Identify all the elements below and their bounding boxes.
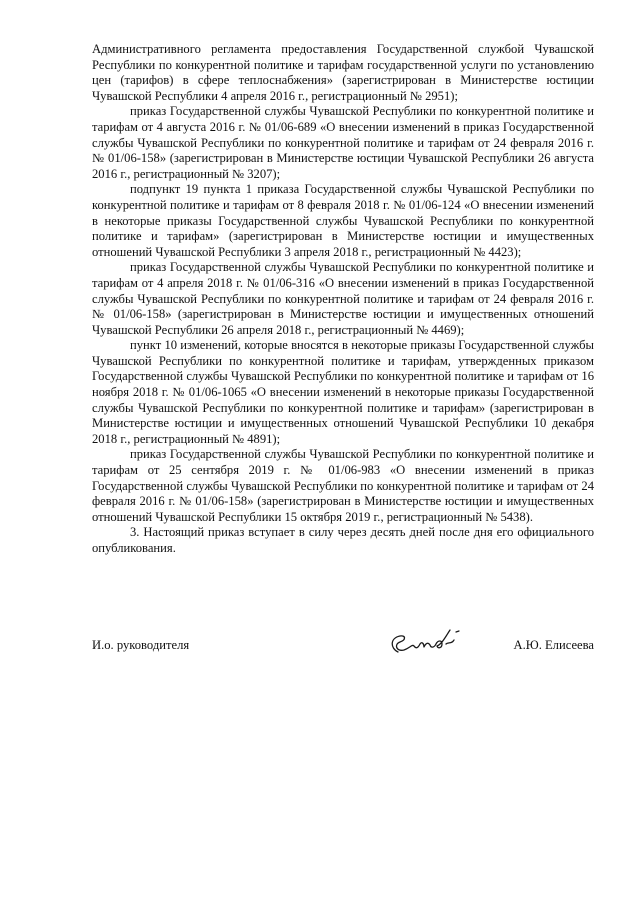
signatory-name: А.Ю. Елисеева	[513, 638, 594, 652]
handwritten-signature	[380, 622, 480, 662]
paragraph-2: приказ Государственной службы Чувашской Республики по конкурентной политике и тарифам от 4 августа 2016 г. № 01/06-689 «О внесении изменений в приказ Государственной службы Чувашской Республики по конкурентной политике и тарифам от 24 февраля 2016 г. № 01/06-158» (зарегистрирован в Министерстве юстиции Чувашской Республики 26 августа 2016 г., регистрационный № 3207);	[92, 104, 594, 181]
paragraph-6: приказ Государственной службы Чувашской Республики по конкурентной политике и тарифам от 25 сентября 2019 г. № 01/06-983 «О внесении изменений в приказ Государственной службы Чувашской Республики по конкурентной политике и тарифам от 24 февраля 2016 г. № 01/06-158» (зарегистрирован в Министерстве юстиции и имущественных отношений Чувашской Республики 15 октября 2019 г., регистрационный № 5438).	[92, 447, 594, 524]
paragraph-3: подпункт 19 пункта 1 приказа Государственной службы Чувашской Республики по конкурентной политике и тарифам от 8 февраля 2018 г. № 01/06-124 «О внесении изменений в некоторые приказы Государственной службы Чувашской Республики по конкурентной политике и тарифам» (зарегистрирован в Министерстве юстиции и имущественных отношений Чувашской Республики 3 апреля 2018 г., регистрационный № 4423);	[92, 182, 594, 259]
paragraph-7: 3. Настоящий приказ вступает в силу через десять дней после дня его официального опубликования.	[92, 525, 594, 555]
paragraph-5: пункт 10 изменений, которые вносятся в некоторые приказы Государственной службы Чувашской Республики по конкурентной политике и тарифам, утвержденных приказом Государственной службы Чувашской Республики по конкурентной политике и тарифам от 16 ноября 2018 г. № 01/06-1065 «О внесении изменений в некоторые приказы Государственной службы Чувашской Республики по конкурентной политике и тарифам» (зарегистрирован в Министерстве юстиции и имущественных отношений Чувашской Республики 10 декабря 2018 г., регистрационный № 4891);	[92, 338, 594, 446]
paragraph-1: Административного регламента предоставления Государственной службой Чувашской Республики по конкурентной политике и тарифам государственной услуги по установлению цен (тарифов) в сфере теплоснабжения» (зарегистрирован в Министерстве юстиции Чувашской Республики 4 апреля 2016 г., регистрационный № 2951);	[92, 42, 594, 103]
document-body	[92, 42, 594, 557]
signature-block	[92, 636, 594, 660]
signatory-role: И.о. руководителя	[92, 638, 190, 652]
paragraph-4: приказ Государственной службы Чувашской Республики по конкурентной политике и тарифам от 4 апреля 2018 г. № 01/06-316 «О внесении изменений в приказ Государственной службы Чувашской Республики по конкурентной политике и тарифам от 24 февраля 2016 г. № 01/06-158» (зарегистрирован в Министерстве юстиции и имущественных отношений Чувашской Республики 26 апреля 2018 г., регистрационный № 4469);	[92, 260, 594, 337]
